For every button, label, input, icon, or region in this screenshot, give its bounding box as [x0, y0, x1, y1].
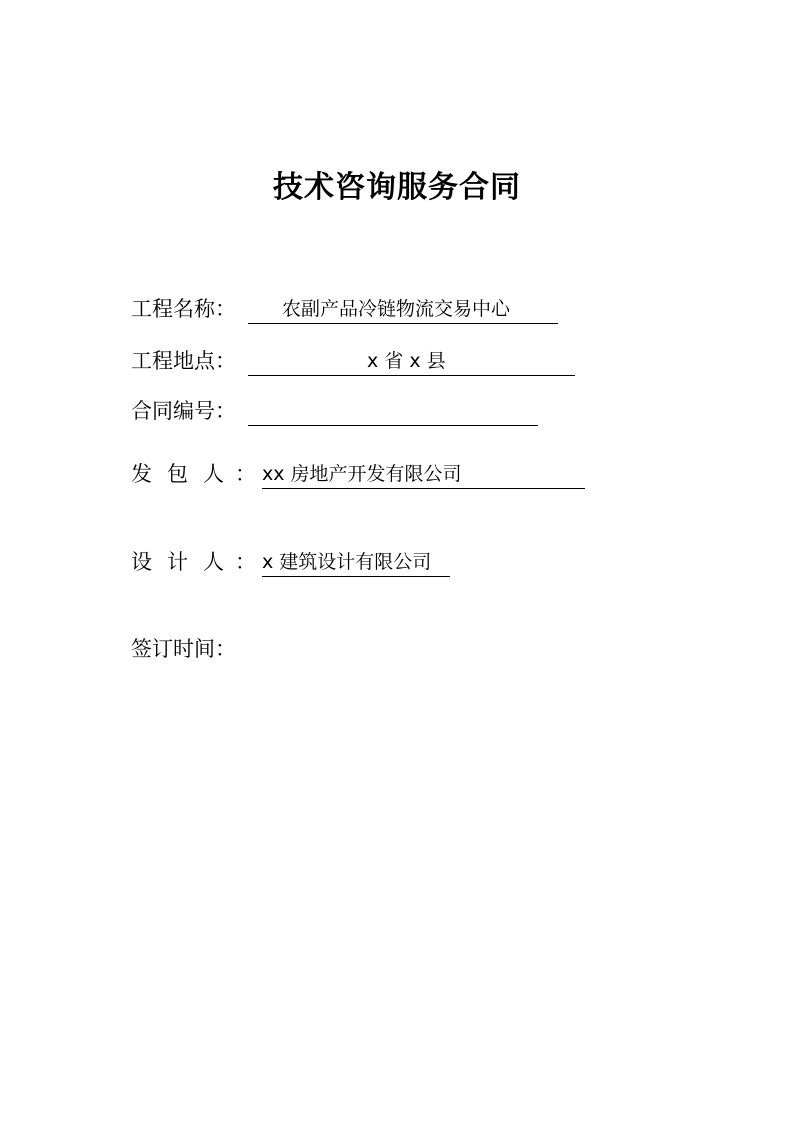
- designer-label: 设计人: [131, 550, 239, 574]
- contract-number-underline: [248, 396, 538, 426]
- designer-row: [131, 547, 461, 577]
- contract-number-label: 合同编号：: [131, 399, 236, 423]
- employer-row: [131, 459, 591, 489]
- designer-value: x 建筑设计有限公司: [262, 551, 432, 573]
- signing-date-label: 签订时间：: [131, 637, 236, 661]
- employer-label: 发包人: [131, 462, 239, 486]
- project-name-label: 工程名称：: [131, 297, 236, 321]
- project-location-label: 工程地点：: [131, 349, 236, 373]
- employer-colon: ：: [235, 462, 256, 486]
- project-location-row: [131, 346, 591, 376]
- employer-value: xx 房地产开发有限公司: [262, 463, 462, 485]
- designer-colon: ：: [235, 550, 256, 574]
- project-name-row: [131, 294, 571, 324]
- project-location-value: x 省 x 县: [367, 350, 446, 372]
- signing-date-row: [131, 634, 431, 664]
- project-name-value: 农副产品冷链物流交易中心: [282, 298, 511, 320]
- contract-number-row: [131, 396, 551, 426]
- document-title: 技术咨询服务合同: [273, 170, 521, 205]
